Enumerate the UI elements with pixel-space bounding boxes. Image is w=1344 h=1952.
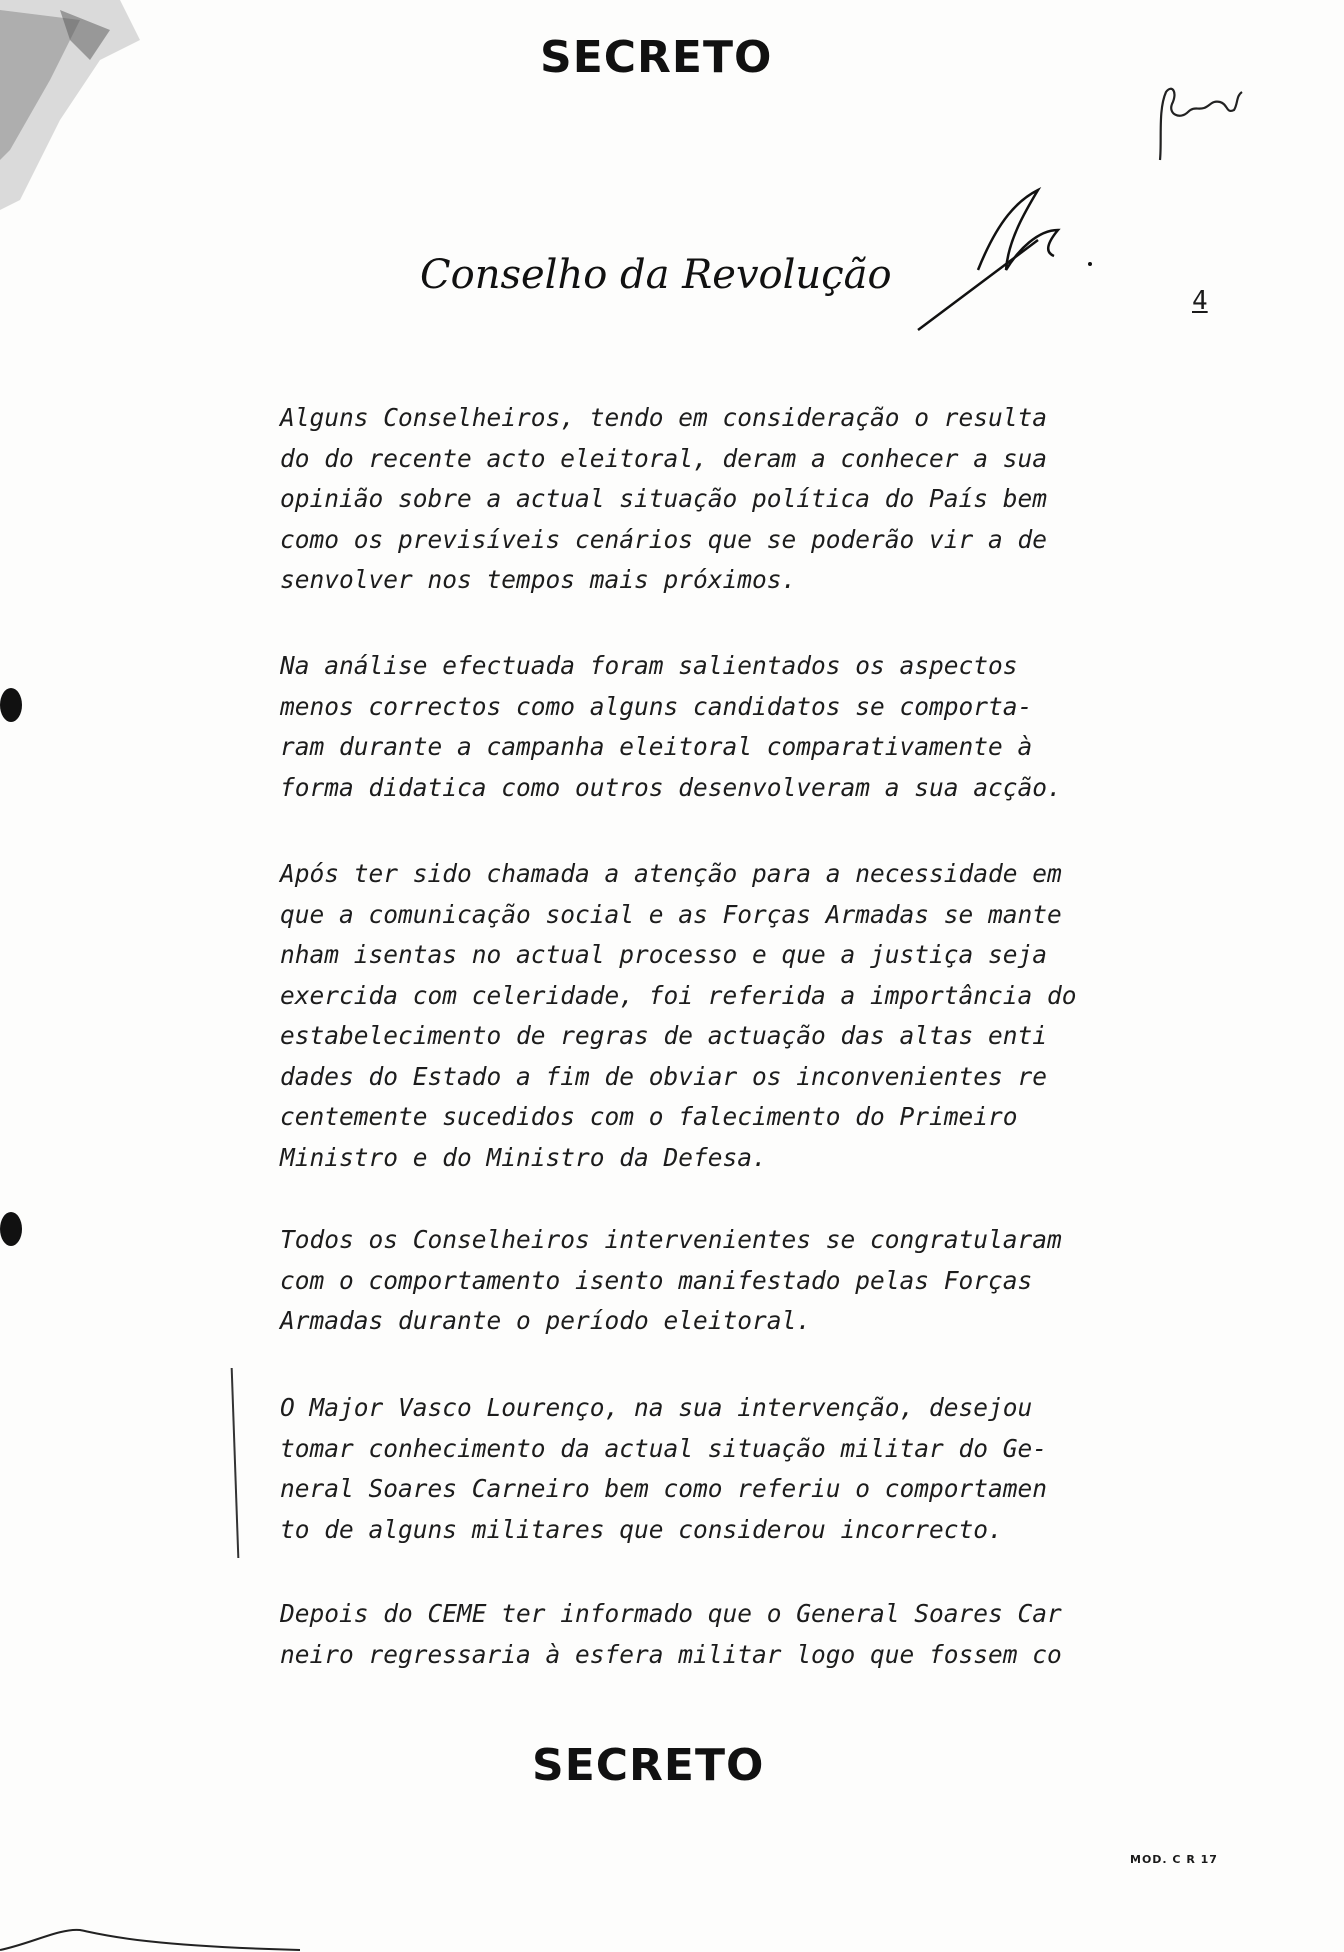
classification-stamp-top: SECRETO: [540, 32, 773, 83]
text-line: estabelecimento de regras de actuação das altas enti: [280, 1021, 1048, 1050]
text-line: ram durante a campanha eleitoral comparativamente à: [280, 732, 1033, 761]
paragraph: [280, 854, 1077, 1178]
text-line: opinião sobre a actual situação política do País bem: [280, 484, 1048, 513]
page-number: 4: [1192, 286, 1208, 316]
text-line: exercida com celeridade, foi referida a importância do: [280, 980, 1077, 1010]
paragraph: [280, 1594, 1062, 1675]
text-line: Armadas durante o período eleitoral.: [280, 1306, 812, 1335]
text-line: Alguns Conselheiros, tendo em consideração o resulta: [280, 403, 1048, 432]
text-line: O Major Vasco Lourenço, na sua intervenção, desejou: [280, 1393, 1033, 1422]
classification-stamp-bottom: SECRETO: [532, 1740, 765, 1791]
paragraph: [280, 398, 1047, 601]
initials-signature: [1150, 80, 1250, 170]
text-line: Depois do CEME ter informado que o General Soares Car: [280, 1599, 1062, 1628]
paragraph: [280, 646, 1062, 808]
text-line: do do recente acto eleitoral, deram a conhecer a sua: [280, 443, 1048, 473]
text-line: que a comunicação social e as Forças Armadas se mante: [280, 899, 1062, 929]
text-line: tomar conhecimento da actual situação militar do Ge-: [280, 1433, 1048, 1463]
paragraph: [280, 1220, 1062, 1342]
text-line: to de alguns militares que considerou incorrecto.: [280, 1514, 1003, 1544]
punch-hole: [0, 1212, 22, 1246]
scan-edge-mark: [0, 1920, 320, 1952]
punch-hole: [0, 688, 22, 722]
margin-annotation-line: [231, 1368, 244, 1558]
text-line: Ministro e do Ministro da Defesa.: [280, 1142, 767, 1172]
text-line: forma didatica como outros desenvolveram a sua acção.: [280, 772, 1062, 802]
text-line: nham isentas no actual processo e que a justiça seja: [280, 940, 1048, 969]
text-line: dades do Estado a fim de obviar os inconvenientes re: [280, 1061, 1048, 1091]
text-line: como os previsíveis cenários que se poderão vir a de: [280, 524, 1048, 554]
form-code: MOD. C R 17: [1130, 1853, 1218, 1866]
text-line: com o comportamento isento manifestado pelas Forças: [280, 1265, 1033, 1295]
handwritten-signature: [908, 180, 1108, 340]
text-line: Após ter sido chamada a atenção para a necessidade em: [280, 859, 1062, 888]
paragraph: [280, 1388, 1047, 1550]
text-line: centemente sucedidos com o falecimento do Primeiro: [280, 1102, 1018, 1131]
text-line: Na análise efectuada foram salientados os aspectos: [280, 651, 1018, 680]
text-line: senvolver nos tempos mais próximos.: [280, 565, 797, 594]
scan-smudge: [0, 0, 150, 210]
text-line: menos correctos como alguns candidatos se comporta-: [280, 691, 1033, 721]
text-line: neral Soares Carneiro bem como referiu o comportamen: [280, 1474, 1048, 1503]
text-line: neiro regressaria à esfera militar logo que fossem co: [280, 1639, 1062, 1669]
letterhead-title: Conselho da Revolução: [420, 252, 892, 298]
text-line: Todos os Conselheiros intervenientes se congratularam: [280, 1225, 1062, 1254]
